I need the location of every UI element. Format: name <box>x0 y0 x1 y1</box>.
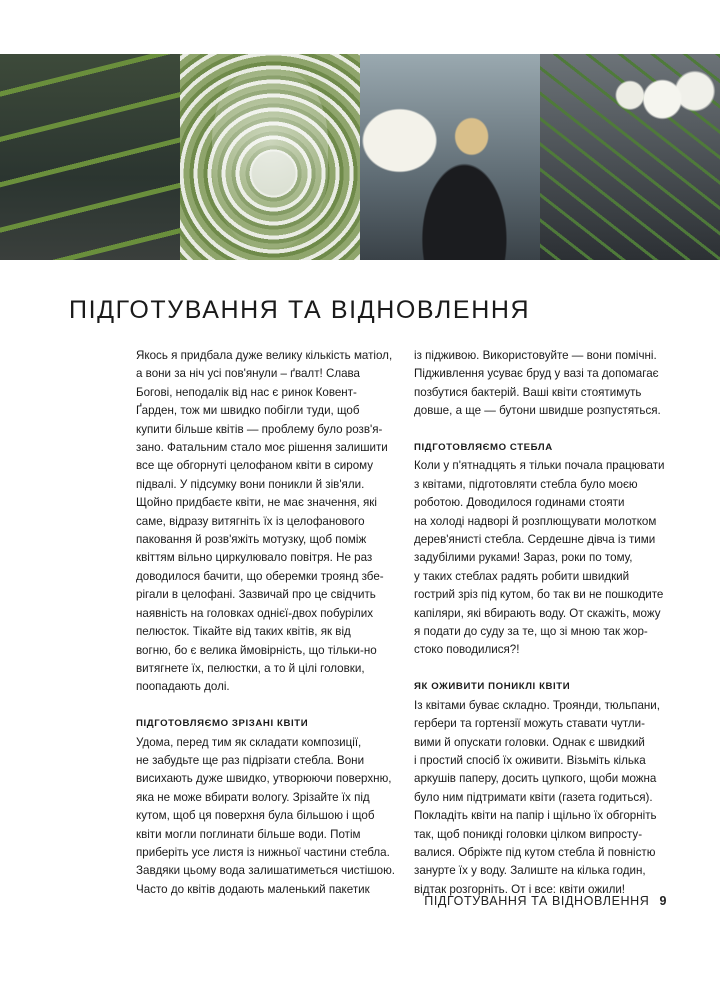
text-line: Якось я придбала дуже велику кількість матіол, <box>136 349 393 362</box>
text-line: Підживлення усуває бруд у вазі та допомагає <box>414 367 659 381</box>
text-line: доводилося бачити, що оберемки троянд збе- <box>136 569 384 583</box>
text-line: Із квітами буває складно. Троянди, тюльпани, <box>414 698 660 712</box>
text-line: гербери та гортензії можуть ставати чутли- <box>414 717 645 731</box>
text-line: приберіть усе листя із нижньої частини стебла. <box>136 845 390 859</box>
stems-paragraph <box>414 457 682 659</box>
text-line: підвалі. У підсумку вони поникли й зів'яли. <box>136 477 365 491</box>
text-line: вогню, бо є велика ймовірність, що тільки-но <box>136 643 377 657</box>
text-line: вими й опускати головки. Однак є швидкий <box>414 735 645 749</box>
right-column <box>414 347 682 899</box>
text-line: дерев'янисті стебла. Сердешне дівча із тими <box>414 533 656 547</box>
page-title: ПІДГОТУВАННЯ ТА ВІДНОВЛЕННЯ <box>69 296 531 324</box>
text-line: було ним підтримати квіти (газета годиться). <box>414 790 653 804</box>
text-line: Щойно придбаєте квіти, не має значення, які <box>136 496 377 510</box>
text-line: все ще обгорнуті целофаном квіти в сирому <box>136 459 374 473</box>
text-line: відтак розгорніть. От і все: квіти ожили! <box>414 882 626 896</box>
photo-cutting-stems <box>540 54 720 260</box>
section-heading-cut-flowers: ПІДГОТОВЛЯЄМО ЗРІЗАНІ КВІТИ <box>136 718 309 730</box>
text-line: занурте їх у воду. Залиште на кілька годин, <box>414 864 646 878</box>
paragraph-gap <box>136 697 404 715</box>
photo-florist-white-flowers <box>360 54 540 260</box>
photo-wrapped-bunch <box>180 54 360 260</box>
text-line: роботою. Доводилося годинами стояти <box>414 496 625 510</box>
text-line: кутом, щоб ця поверхня була більшою і щоб <box>136 809 375 823</box>
section-heading-revive: ЯК ОЖИВИТИ ПОНИКЛІ КВІТИ <box>414 681 571 693</box>
page-number: 9 <box>659 894 667 908</box>
revive-paragraph <box>414 697 682 899</box>
cut-flowers-paragraph <box>136 734 404 900</box>
text-line: саме, відразу витягніть їх із целофанового <box>136 514 365 528</box>
intro-paragraph <box>136 347 404 697</box>
text-line: Завдяки цьому вода залишатиметься чистішою. <box>136 864 396 878</box>
paragraph-gap <box>414 660 682 678</box>
text-line: висихають дуже швидко, утворюючи поверхню, <box>136 772 392 786</box>
text-line: довше, а ще — бутони швидше розпустяться. <box>414 404 661 418</box>
text-line: з квітами, підготовляти стебла було моєю <box>414 477 638 491</box>
text-line: валися. Обріжте під кутом стебла й повністю <box>414 845 656 859</box>
text-line: витягнете їх, пелюстки, а то й цілі головки, <box>136 661 365 675</box>
text-line: Удома, перед тим як складати композиції, <box>136 735 362 749</box>
text-line: задубілими руками! Зараз, роки по тому, <box>414 551 633 565</box>
section-heading-stems: ПІДГОТОВЛЯЄМО СТЕБЛА <box>414 442 553 454</box>
text-line: Покладіть квіти на папір і щільно їх обгорніть <box>414 809 657 823</box>
text-line: Богові, неподалік від нас є ринок Ковент- <box>136 385 357 399</box>
text-line: гострий зріз під кутом, бо так ви не пошкодите <box>414 588 664 602</box>
text-line: стоко поводилися?! <box>414 643 520 657</box>
text-line: аркушів паперу, досить цупкого, щоби можна <box>414 772 657 786</box>
text-line: Коли у п'ятнадцять я тільки почала працювати <box>414 459 665 473</box>
left-column <box>136 347 404 899</box>
paragraph-gap <box>414 421 682 439</box>
text-line: яка не може вбирати вологу. Зрізайте їх під <box>136 790 370 804</box>
text-line: квіти могли поглинати більше води. Потім <box>136 827 361 841</box>
text-line: пелюсток. Тікайте від таких квітів, як від <box>136 625 351 639</box>
text-line: із підживою. Використовуйте — вони помічні. <box>414 349 657 362</box>
text-line: на холоді надворі й розплющувати молотком <box>414 514 657 528</box>
page-footer <box>424 894 667 908</box>
continuation-paragraph <box>414 347 682 421</box>
text-line: квіттям вільно циркулювало повітря. Не раз <box>136 551 373 565</box>
text-line: Ґарден, тож ми швидко побігли туди, щоб <box>136 404 360 418</box>
text-line: купити більше квітів — проблему було розв'я- <box>136 422 383 436</box>
text-line: паковання й розв'яжіть мотузку, щоб поміж <box>136 533 367 547</box>
text-line: у таких стеблах радять робити швидкий <box>414 569 630 583</box>
text-line: я подати до суду за те, що зі мною так жор- <box>414 625 648 639</box>
text-line: і простий спосіб їх оживити. Візьміть кілька <box>414 753 646 767</box>
text-line: Часто до квітів додають маленький пакетик <box>136 882 370 896</box>
text-line: так, щоб поникді головки цілком випросту- <box>414 827 643 841</box>
photo-strip <box>0 54 720 260</box>
text-line: поопадають долі. <box>136 680 230 694</box>
text-line: зано. Фатальним стало моє рішення залишити <box>136 441 388 455</box>
running-title: ПІДГОТУВАННЯ ТА ВІДНОВЛЕННЯ <box>424 894 650 908</box>
text-line: рігали в целофані. Зазвичай про це свідчить <box>136 588 376 602</box>
text-line: не забудьте ще раз підрізати стебла. Вони <box>136 753 365 767</box>
text-line: наявність на головках однієї-двох побурілих <box>136 606 374 620</box>
text-line: позбутися бактерій. Ваші квіти стоятимуть <box>414 385 642 399</box>
text-line: а вони за ніч усі пов'янули – ґвалт! Слава <box>136 367 361 381</box>
text-line: капіляри, які вбирають воду. От скажіть, можу <box>414 606 661 620</box>
photo-stems <box>0 54 180 260</box>
